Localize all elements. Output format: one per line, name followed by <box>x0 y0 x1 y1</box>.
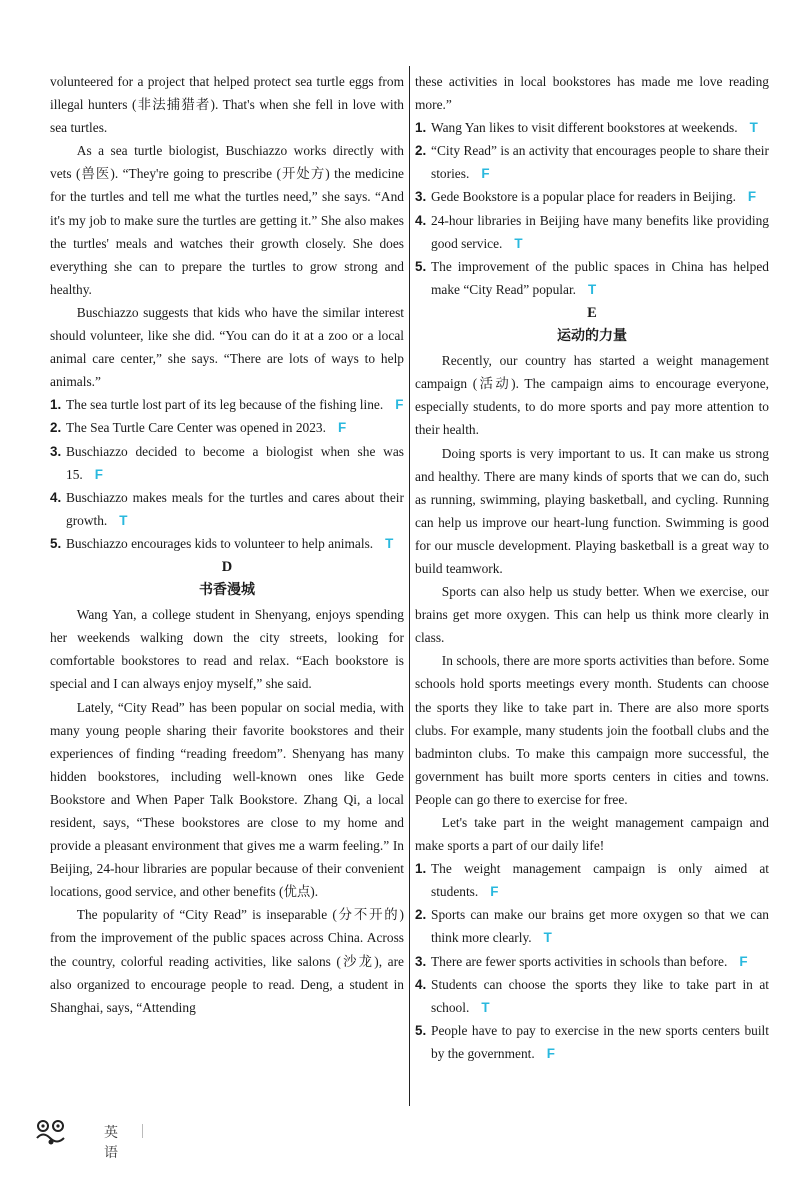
answer-mark: F <box>94 466 103 482</box>
question-number: 5. <box>415 258 427 274</box>
question-text: The Sea Turtle Care Center was opened in 2023. <box>66 420 326 436</box>
answer-mark: F <box>747 189 757 205</box>
passage-paragraph: As a sea turtle biologist, Buschiazzo works directly with vets (兽医). “They're going to prescribe (开处方) the medicine for the turtles and tell me what the turtles need,” she says. “And it's my job to make sure the turtles are getting it.” She also makes the turtles' meals and watches their growth closely. She does everything she can to prepare the turtles to grow strong and healthy. <box>50 143 404 297</box>
answer-mark: T <box>588 281 597 297</box>
question-item <box>415 139 769 185</box>
question-number: 1. <box>415 861 427 877</box>
question-number: 4. <box>415 212 427 228</box>
section-title: 运动的力量 <box>557 328 627 345</box>
answer-mark: T <box>543 930 552 946</box>
question-number: 3. <box>50 443 62 459</box>
answer-mark: T <box>385 535 394 551</box>
passage-paragraph: The popularity of “City Read” is inseparable (分不开的) from the improvement of the public spaces across China. Across the country, colorful reading activities, like salons (沙龙), are also organized to encourage people to read. Deng, a student in Shanghai, says, “Attending <box>50 907 404 1015</box>
question-text: The sea turtle lost part of its leg because of the fishing line. <box>66 397 384 413</box>
question-text: The weight management campaign is only aimed at students. <box>431 861 769 900</box>
question-number: 1. <box>415 120 427 136</box>
question-item <box>415 903 769 949</box>
question-text: People have to pay to exercise in the new sports centers built by the government. <box>431 1022 769 1061</box>
answer-mark: F <box>546 1045 555 1061</box>
question-text: “City Read” is an activity that encourages people to share their stories. <box>431 143 769 182</box>
answer-mark: F <box>739 953 748 969</box>
passage-paragraph: In schools, there are more sports activities than before. Some schools hold sports meetings every month. Students can choose the sports they like to take part in. There are also more sports clubs. For example, many students join the football clubs and the badminton clubs. To make this campaign more successful, the government has built more sports centers in cities and towns. People can go there to exercise for free. <box>415 653 769 807</box>
question-text: 24-hour libraries in Beijing have many benefits like providing good service. <box>431 212 769 251</box>
question-item <box>50 393 404 416</box>
question-number: 3. <box>415 953 427 969</box>
question-number: 5. <box>50 535 62 551</box>
passage-paragraph: Lately, “City Read” has been popular on social media, with many young people sharing their favorite bookstores and their experiences of finding “reading freedom”. Shenyang has many hidden bookstores, including well-known ones like Gede Bookstore and When Paper Talk Bookstore. Zhang Qi, a local resident, says, “These bookstores are close to my home and provide a pleasant environment that gives me a warm feeling.” In Beijing, 24-hour libraries are popular because of their convenient locations, good service, and other benefits (优点). <box>50 699 404 900</box>
answer-mark: F <box>490 884 499 900</box>
passage-paragraph: Wang Yan, a college student in Shenyang, enjoys spending her weekends walking down the city streets, looking for comfortable bookstores to read and relax. “Each bookstore is special and I can always enjoy myself,” she said. <box>50 607 404 692</box>
question-number: 4. <box>415 976 427 992</box>
question-item <box>50 416 404 439</box>
answer-mark: F <box>395 397 404 413</box>
column-divider <box>409 66 410 1106</box>
passage-paragraph: Recently, our country has started a weight management campaign (活动). The campaign aims to encourage everyone, especially students, to do more sports and pay more attention to their health. <box>415 353 769 438</box>
question-item <box>50 532 404 555</box>
question-text: Students can choose the sports they like to take part in at school. <box>431 976 769 1015</box>
left-column <box>50 70 404 1019</box>
section-letter: D <box>221 558 233 575</box>
section-letter: E <box>587 304 597 321</box>
right-column <box>415 70 769 1065</box>
question-item <box>50 486 404 532</box>
passage-paragraph: volunteered for a project that helped protect sea turtle eggs from illegal hunters (非法捕猎者). That's when she fell in love with sea turtles. <box>50 74 404 136</box>
logo-icon <box>34 1118 68 1146</box>
subject-label: 英语 <box>104 1125 118 1161</box>
passage-paragraph: Doing sports is very important to us. It can make us strong and healthy. There are many kinds of sports that we can do, such as running, swimming, playing basketball, and cycling. Running can help us improve our heart-lung function. Swimming is good for our muscle development. Playing basketball is a great way to build teamwork. <box>415 445 769 576</box>
passage-paragraph: Let's take part in the weight management campaign and make sports a part of our daily life! <box>415 815 769 854</box>
answer-mark: T <box>119 512 128 528</box>
question-text: Gede Bookstore is a popular place for readers in Beijing. <box>431 189 736 205</box>
question-number: 5. <box>415 1022 427 1038</box>
question-text: Buschiazzo makes meals for the turtles and cares about their growth. <box>66 489 404 528</box>
passage-paragraph: these activities in local bookstores has made me love reading more.” <box>415 74 769 113</box>
question-number: 2. <box>415 907 427 923</box>
question-item <box>415 857 769 903</box>
question-item <box>415 973 769 1019</box>
question-number: 2. <box>415 143 427 159</box>
question-text: Wang Yan likes to visit different bookstores at weekends. <box>431 120 738 136</box>
question-item <box>415 116 769 139</box>
question-text: Buschiazzo encourages kids to volunteer to help animals. <box>66 535 374 551</box>
passage-paragraph: Sports can also help us study better. When we exercise, our brains get more oxygen. This can help us think more clearly in class. <box>415 584 769 646</box>
question-item <box>415 255 769 301</box>
answer-mark: T <box>481 999 490 1015</box>
question-number: 1. <box>50 397 62 413</box>
answer-mark: F <box>481 166 490 182</box>
question-item <box>50 440 404 486</box>
answer-mark: F <box>337 420 347 436</box>
question-item <box>415 1019 769 1065</box>
question-number: 2. <box>50 420 62 436</box>
footer-divider <box>142 1124 143 1138</box>
section-title: 书香漫城 <box>199 582 255 599</box>
question-item <box>415 185 769 208</box>
answer-mark: T <box>514 235 523 251</box>
answer-mark: T <box>749 120 758 136</box>
question-text: Buschiazzo decided to become a biologist when she was 15. <box>66 443 404 482</box>
question-item <box>415 950 769 973</box>
question-number: 4. <box>50 489 62 505</box>
question-item <box>415 209 769 255</box>
passage-paragraph: Buschiazzo suggests that kids who have the similar interest should volunteer, like she did. “You can do it at a zoo or a local animal care center,” she says. “There are lots of ways to help animals.” <box>50 304 404 390</box>
question-number: 3. <box>415 189 427 205</box>
question-text: There are fewer sports activities in schools than before. <box>431 953 728 969</box>
question-text: Sports can make our brains get more oxygen so that we can think more clearly. <box>431 907 769 946</box>
question-text: The improvement of the public spaces in China has helped make “City Read” popular. <box>431 258 769 297</box>
